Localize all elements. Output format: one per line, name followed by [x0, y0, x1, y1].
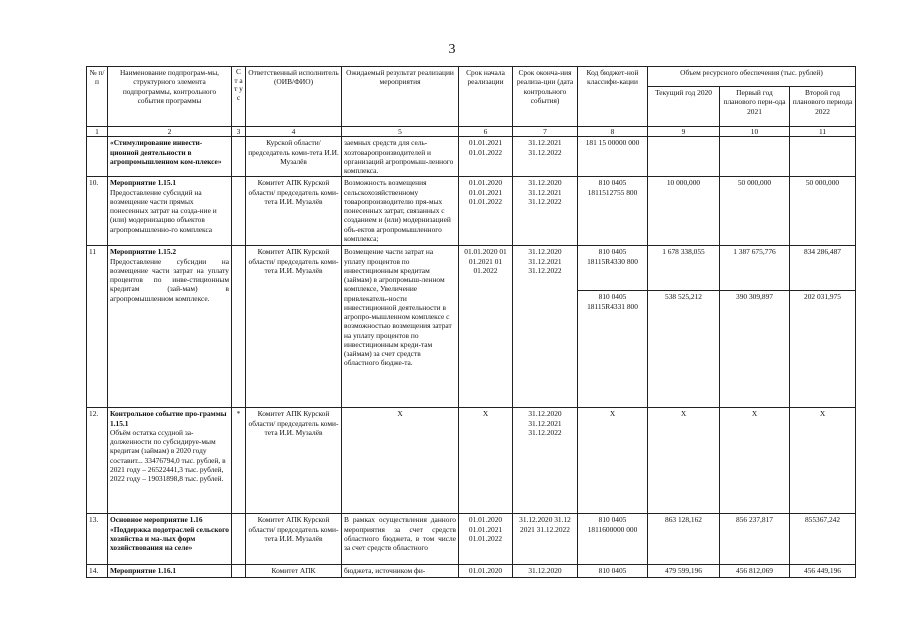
cell-empty: [648, 137, 720, 177]
colnum: 6: [459, 127, 513, 137]
cell-result: Возможность возмещения сельскохозяйственному товаропроизводителю пря-мых понесенных затрат, связанных с созданием и (или) модернизацией объ-ектов агропромышленного комплекса;: [342, 177, 459, 246]
cell-end: 31.12.2020 31.12.2021 31.12.2022: [513, 408, 578, 514]
cell-2022: 202 031,975: [790, 291, 856, 408]
colnum: 5: [342, 127, 459, 137]
header-code: Код бюджет-ной классифи-кации: [578, 67, 648, 127]
header-executor: Ответственный исполнитель (ОИВ/ФИО): [246, 67, 342, 127]
cell-start: 01.01.2021 01.01.2022: [459, 137, 513, 177]
cell-empty: [232, 565, 246, 577]
table-row: [87, 565, 856, 577]
resource-table: [86, 66, 856, 578]
header-status: С т а т у с: [232, 67, 246, 127]
cell-2020: 10 000,000: [648, 177, 720, 246]
table-row: [87, 137, 856, 177]
cell-2021: 390 309,897: [720, 291, 790, 408]
cell-end: 31.12.2020: [513, 565, 578, 577]
colnum: 4: [246, 127, 342, 137]
cell-name: Мероприятие 1.15.1 Предоставление субсидий на возмещение части прямых понесенных затрат на созда-ние и (или) модернизацию объектов агропромышленно-го комплекса: [108, 177, 232, 246]
cell-start: 01.01.2020 01.01.2021 01.01.2022: [459, 177, 513, 246]
cell-empty: [720, 137, 790, 177]
cell-executor: Комитет АПК: [246, 565, 342, 577]
cell-2022: X: [790, 408, 856, 514]
table-row: [87, 408, 856, 514]
cell-num: 11: [87, 246, 108, 408]
header-result: Ожидаемый результат реализации мероприятия: [342, 67, 459, 127]
cell-code: 181 15 00000 000: [578, 137, 648, 177]
cell-executor: Комитет АПК Курской области/ председатель коми-тета И.И. Музалёв: [246, 514, 342, 565]
colnum: 1: [87, 127, 108, 137]
cell-empty: [232, 137, 246, 177]
colnum: 9: [648, 127, 720, 137]
header-start: Срок начала реализации: [459, 67, 513, 127]
cell-name: Мероприятие 1.15.2 Предоставление субсидии на возмещение части затрат на уплату процентов по инве-стиционным кредитам (зай-мам) в агропромышленном комплексе.: [108, 246, 232, 408]
cell-result: X: [342, 408, 459, 514]
cell-executor: Комитет АПК Курской области/ председатель коми-тета И.И. Музалёв: [246, 408, 342, 514]
cell-2020: 1 678 338,055: [648, 246, 720, 291]
cell-2021: 456 812,069: [720, 565, 790, 577]
cell-result: заемных средств для сель-хозтоваропроизводителей и организаций агропромыш-ленного комплекса.: [342, 137, 459, 177]
cell-2021: X: [720, 408, 790, 514]
cell-2021: 1 387 675,776: [720, 246, 790, 291]
cell-start: 01.01.2020 01.01.2021 01.01.2022: [459, 514, 513, 565]
cell-code: 810 0405 18115R4330 800: [578, 246, 648, 291]
colnum: 3: [232, 127, 246, 137]
header-resources: Объем ресурсного обеспечения (тыс. рублей): [648, 67, 856, 87]
header-num: № п/п: [87, 67, 108, 127]
cell-2022: 834 286,487: [790, 246, 856, 291]
cell-code: 810 0405 1811600000 000: [578, 514, 648, 565]
header-2021: Первый год планового пери-ода 2021: [720, 87, 790, 127]
cell-start: 01.01.2020 01 01.2021 01 01.2022: [459, 246, 513, 408]
cell-end: 31.12.2020 31.12 2021 31.12.2022: [513, 514, 578, 565]
cell-status: *: [232, 408, 246, 514]
cell-start: 01.01.2020: [459, 565, 513, 577]
table-row: [87, 177, 856, 246]
cell-code: 810 0405: [578, 565, 648, 577]
colnum: 8: [578, 127, 648, 137]
header-2020: Текущий год 2020: [648, 87, 720, 127]
cell-2021: 50 000,000: [720, 177, 790, 246]
cell-num: 13.: [87, 514, 108, 565]
cell-end: 31.12.2021 31.12.2022: [513, 137, 578, 177]
header-2022: Второй год планового периода 2022: [790, 87, 856, 127]
cell-2022: 50 000,000: [790, 177, 856, 246]
cell-2022: 456 449,196: [790, 565, 856, 577]
colnum: 2: [108, 127, 232, 137]
cell-2020: X: [648, 408, 720, 514]
cell-empty: [87, 137, 108, 177]
cell-result: В рамках осуществления данного мероприятия за счет средств областного бюджета, в том числе за счет средств областного: [342, 514, 459, 565]
cell-2020: 863 128,162: [648, 514, 720, 565]
cell-empty: [232, 246, 246, 408]
cell-2020: 538 525,212: [648, 291, 720, 408]
cell-2022: 855367,242: [790, 514, 856, 565]
cell-result: Возмещение части затрат на уплату процентов по инвестиционным кредитам (займам) в агропромыш-ленном комплексе, Увеличение привлекатель-ности инвестиционной деятельности в агропро-мышленном комплексе с возможностью возмещения затрат на уплату процентов по инвестиционным креди-там (займам) за счет средств областного бюдже-та.: [342, 246, 459, 408]
cell-2021: 856 237,817: [720, 514, 790, 565]
cell-executor: Курской области/ председатель коми-тета И.И. Музалёв: [246, 137, 342, 177]
cell-empty: [232, 514, 246, 565]
cell-name: «Стимулирование инвести-ционной деятельности в агропромышленном ком-плексе»: [108, 137, 232, 177]
cell-code: X: [578, 408, 648, 514]
cell-executor: Комитет АПК Курской области/ председатель коми-тета И.И. Музалёв: [246, 246, 342, 408]
header-name: Наименование подпрограм-мы, структурного элемента подпрограммы, контрольного события программы: [108, 67, 232, 127]
table-row: [87, 246, 856, 291]
header-row: [87, 67, 856, 87]
cell-name: Мероприятие 1.16.1: [108, 565, 232, 577]
cell-result: бюджета, источником фи-: [342, 565, 459, 577]
colnum: 7: [513, 127, 578, 137]
cell-empty: [232, 177, 246, 246]
cell-num: 12.: [87, 408, 108, 514]
cell-executor: Комитет АПК Курской области/ председатель коми-тета И.И. Музалёв: [246, 177, 342, 246]
colnum: 11: [790, 127, 856, 137]
cell-code: 810 0405 18115R4331 800: [578, 291, 648, 408]
cell-2020: 479 599,196: [648, 565, 720, 577]
cell-start: X: [459, 408, 513, 514]
cell-name: Контрольное событие про-граммы 1.15.1 Объём остатка ссудной за-долженности по субсидируе-мым кредитам (займам) в 2020 году составит... 33476794,0 тыс. рублей, в 2021 году – 26522441,3 тыс. рублей, 2022 году – 19031898,8 тыс. рублей.: [108, 408, 232, 514]
cell-empty: [790, 137, 856, 177]
column-number-row: [87, 127, 856, 137]
table-row: [87, 514, 856, 565]
page-number: 3: [448, 42, 456, 57]
header-end: Срок оконча-ния реализа-ции (дата контрольного события): [513, 67, 578, 127]
cell-num: 14.: [87, 565, 108, 577]
cell-num: 10.: [87, 177, 108, 246]
cell-end: 31.12.2020 31.12.2021 31.12.2022: [513, 246, 578, 408]
cell-end: 31.12.2020 31.12.2021 31.12.2022: [513, 177, 578, 246]
cell-code: 810 0405 1811512755 800: [578, 177, 648, 246]
colnum: 10: [720, 127, 790, 137]
cell-name: Основное мероприятие 1.16 «Поддержка подотраслей сельского хозяйства и ма-лых форм хозяйствования на селе»: [108, 514, 232, 565]
